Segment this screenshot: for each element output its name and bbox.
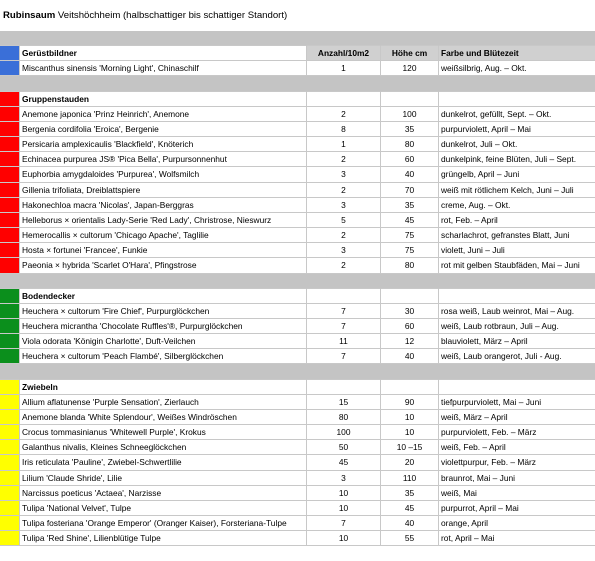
count-cell[interactable]: 2 [307, 107, 381, 122]
count-cell[interactable]: 10 [307, 486, 381, 501]
table-row [0, 334, 595, 349]
height-cell[interactable]: 35 [381, 122, 439, 137]
separator-cell [20, 364, 307, 379]
count-cell[interactable]: 45 [307, 455, 381, 470]
separator-cell [381, 31, 439, 46]
bloom-cell[interactable]: weiß, März – April [439, 410, 595, 425]
separator-cell [381, 274, 439, 289]
bloom-cell[interactable]: violett, Juni – Juli [439, 243, 595, 258]
height-cell[interactable]: 80 [381, 258, 439, 273]
count-cell[interactable]: 100 [307, 425, 381, 440]
row-color-swatch[interactable] [0, 349, 20, 364]
row-color-swatch[interactable] [0, 516, 20, 531]
sheet-title [3, 0, 595, 31]
separator-cell [381, 76, 439, 91]
count-cell[interactable]: 7 [307, 516, 381, 531]
count-cell[interactable]: 7 [307, 349, 381, 364]
group-name[interactable]: Zwiebeln [20, 380, 307, 395]
row-color-swatch[interactable] [0, 107, 20, 122]
empty-cell[interactable] [307, 380, 381, 395]
row-color-swatch[interactable] [0, 425, 20, 440]
count-cell[interactable]: 7 [307, 319, 381, 334]
plant-name-cell[interactable]: Bergenia cordifolia 'Eroica', Bergenie [20, 122, 307, 137]
plant-name-cell[interactable]: Paeonia × hybrida 'Scarlet O'Hara', Pfingstrose [20, 258, 307, 273]
height-cell[interactable]: 45 [381, 501, 439, 516]
empty-cell[interactable] [307, 92, 381, 107]
sheet-title-rest: Veitshöchheim (halbschattiger bis schattiger Standort) [55, 10, 288, 21]
table-row [0, 486, 595, 501]
table-row [0, 198, 595, 213]
table-row [0, 183, 595, 198]
group-header-row [0, 92, 595, 107]
count-cell[interactable]: 3 [307, 243, 381, 258]
row-color-swatch[interactable] [0, 243, 20, 258]
group-header-row [0, 46, 595, 61]
plant-name-cell[interactable]: Tulipa fosteriana 'Orange Emperor' (Oranger Kaiser), Forsteriana-Tulpe [20, 516, 307, 531]
empty-cell[interactable] [439, 92, 595, 107]
row-color-swatch[interactable] [0, 258, 20, 273]
height-cell[interactable]: 100 [381, 107, 439, 122]
plant-name-cell[interactable]: Euphorbia amygdaloides 'Purpurea', Wolfsmilch [20, 167, 307, 182]
height-cell[interactable]: 60 [381, 152, 439, 167]
count-cell[interactable]: 2 [307, 183, 381, 198]
row-color-swatch[interactable] [0, 395, 20, 410]
bloom-cell[interactable]: rot, April – Mai [439, 531, 595, 546]
column-header-bloom[interactable]: Farbe und Blütezeit [439, 46, 595, 61]
table-row [0, 213, 595, 228]
height-cell[interactable]: 20 [381, 455, 439, 470]
table-row [0, 319, 595, 334]
bloom-cell[interactable]: purpurviolett, April – Mai [439, 122, 595, 137]
count-cell[interactable]: 1 [307, 61, 381, 76]
separator-cell [0, 364, 20, 379]
group-header-row [0, 380, 595, 395]
height-cell[interactable]: 110 [381, 471, 439, 486]
group-color-swatch[interactable] [0, 46, 20, 61]
table-row [0, 137, 595, 152]
plant-name-cell[interactable]: Hakonechloa macra 'Nicolas', Japan-Berggras [20, 198, 307, 213]
table-row [0, 410, 595, 425]
count-cell[interactable]: 2 [307, 258, 381, 273]
bloom-cell[interactable]: purpurviolett, Feb. – März [439, 425, 595, 440]
bloom-cell[interactable]: weiß, Laub orangerot, Juli - Aug. [439, 349, 595, 364]
group-color-swatch[interactable] [0, 289, 20, 304]
table-row [0, 455, 595, 470]
plant-name-cell[interactable]: Heuchera micrantha 'Chocolate Ruffles'®, Purpurglöckchen [20, 319, 307, 334]
row-color-swatch[interactable] [0, 137, 20, 152]
row-color-swatch[interactable] [0, 61, 20, 76]
height-cell[interactable]: 10 –15 [381, 440, 439, 455]
plant-name-cell[interactable]: Tulipa 'National Velvet', Tulpe [20, 501, 307, 516]
height-cell[interactable]: 40 [381, 167, 439, 182]
height-cell[interactable]: 35 [381, 198, 439, 213]
count-cell[interactable]: 50 [307, 440, 381, 455]
row-color-swatch[interactable] [0, 410, 20, 425]
bloom-cell[interactable]: weißsilbrig, Aug. – Okt. [439, 61, 595, 76]
plant-name-cell[interactable]: Lilium 'Claude Shride', Lilie [20, 471, 307, 486]
separator-cell [439, 76, 595, 91]
bloom-cell[interactable]: dunkelpink, feine Blüten, Juli – Sept. [439, 152, 595, 167]
row-color-swatch[interactable] [0, 440, 20, 455]
row-color-swatch[interactable] [0, 334, 20, 349]
count-cell[interactable]: 2 [307, 152, 381, 167]
group-name[interactable]: Bodendecker [20, 289, 307, 304]
table-row [0, 152, 595, 167]
separator-cell [439, 274, 595, 289]
group-color-swatch[interactable] [0, 380, 20, 395]
table-row [0, 516, 595, 531]
height-cell[interactable]: 30 [381, 304, 439, 319]
table-row [0, 243, 595, 258]
bloom-cell[interactable]: dunkelrot, gefüllt, Sept. – Okt. [439, 107, 595, 122]
height-cell[interactable]: 55 [381, 531, 439, 546]
row-color-swatch[interactable] [0, 228, 20, 243]
height-cell[interactable]: 75 [381, 243, 439, 258]
empty-cell[interactable] [439, 289, 595, 304]
column-header-height[interactable]: Höhe cm [381, 46, 439, 61]
plant-name-cell[interactable]: Miscanthus sinensis 'Morning Light', Chinaschilf [20, 61, 307, 76]
row-color-swatch[interactable] [0, 152, 20, 167]
separator-cell [20, 76, 307, 91]
bloom-cell[interactable]: scharlachrot, gefranstes Blatt, Juni [439, 228, 595, 243]
separator-row [0, 364, 595, 379]
count-cell[interactable]: 7 [307, 304, 381, 319]
separator-row [0, 76, 595, 91]
empty-cell[interactable] [439, 380, 595, 395]
separator-cell [381, 364, 439, 379]
bloom-cell[interactable]: braunrot, Mai – Juni [439, 471, 595, 486]
height-cell[interactable]: 40 [381, 349, 439, 364]
height-cell[interactable]: 12 [381, 334, 439, 349]
table-row [0, 258, 595, 273]
bloom-cell[interactable]: blauviolett, März – April [439, 334, 595, 349]
height-cell[interactable]: 60 [381, 319, 439, 334]
plant-name-cell[interactable]: Persicaria amplexicaulis 'Blackfield', Knöterich [20, 137, 307, 152]
table-row [0, 440, 595, 455]
count-cell[interactable]: 5 [307, 213, 381, 228]
plant-name-cell[interactable]: Galanthus nivalis, Kleines Schneeglöckchen [20, 440, 307, 455]
count-cell[interactable]: 3 [307, 471, 381, 486]
plant-name-cell[interactable]: Crocus tommasinianus 'Whitewell Purple', Krokus [20, 425, 307, 440]
bloom-cell[interactable]: purpurrot, April – Mai [439, 501, 595, 516]
table-row [0, 531, 595, 546]
count-cell[interactable]: 3 [307, 198, 381, 213]
separator-cell [307, 76, 381, 91]
empty-cell[interactable] [381, 380, 439, 395]
height-cell[interactable]: 10 [381, 425, 439, 440]
bloom-cell[interactable]: tiefpurpurviolett, Mai – Juni [439, 395, 595, 410]
plant-name-cell[interactable]: Helleborus × orientalis Lady-Serie 'Red Lady', Christrose, Nieswurz [20, 213, 307, 228]
group-color-swatch[interactable] [0, 92, 20, 107]
height-cell[interactable]: 120 [381, 61, 439, 76]
height-cell[interactable]: 75 [381, 228, 439, 243]
row-color-swatch[interactable] [0, 486, 20, 501]
height-cell[interactable]: 45 [381, 213, 439, 228]
plant-name-cell[interactable]: Heuchera × cultorum 'Peach Flambé', Silberglöckchen [20, 349, 307, 364]
plant-name-cell[interactable]: Narcissus poeticus 'Actaea', Narzisse [20, 486, 307, 501]
plant-name-cell[interactable]: Iris reticulata 'Pauline', Zwiebel-Schwertlilie [20, 455, 307, 470]
row-color-swatch[interactable] [0, 167, 20, 182]
count-cell[interactable]: 80 [307, 410, 381, 425]
column-header-count[interactable]: Anzahl/10m2 [307, 46, 381, 61]
count-cell[interactable]: 2 [307, 228, 381, 243]
table-row [0, 304, 595, 319]
separator-cell [439, 31, 595, 46]
group-name[interactable]: Gruppenstauden [20, 92, 307, 107]
row-color-swatch[interactable] [0, 319, 20, 334]
count-cell[interactable]: 3 [307, 167, 381, 182]
bloom-cell[interactable]: rot mit gelben Staubfäden, Mai – Juni [439, 258, 595, 273]
row-color-swatch[interactable] [0, 213, 20, 228]
height-cell[interactable]: 35 [381, 486, 439, 501]
empty-cell[interactable] [381, 289, 439, 304]
plant-name-cell[interactable]: Allium aflatunense 'Purple Sensation', Zierlauch [20, 395, 307, 410]
table-row [0, 228, 595, 243]
separator-cell [0, 31, 20, 46]
plant-name-cell[interactable]: Hosta × fortunei 'Francee', Funkie [20, 243, 307, 258]
row-color-swatch[interactable] [0, 531, 20, 546]
bloom-cell[interactable]: rosa weiß, Laub weinrot, Mai – Aug. [439, 304, 595, 319]
plant-name-cell[interactable]: Hemerocallis × cultorum 'Chicago Apache', Taglilie [20, 228, 307, 243]
bloom-cell[interactable]: creme, Aug. – Okt. [439, 198, 595, 213]
count-cell[interactable]: 10 [307, 501, 381, 516]
separator-cell [439, 364, 595, 379]
bloom-cell[interactable]: weiß mit rötlichem Kelch, Juni – Juli [439, 183, 595, 198]
group-header-row [0, 289, 595, 304]
group-name[interactable]: Gerüstbildner [20, 46, 307, 61]
height-cell[interactable]: 40 [381, 516, 439, 531]
plant-name-cell[interactable]: Anemone japonica 'Prinz Heinrich', Anemone [20, 107, 307, 122]
count-cell[interactable]: 1 [307, 137, 381, 152]
bloom-cell[interactable]: rot, Feb. – April [439, 213, 595, 228]
row-color-swatch[interactable] [0, 501, 20, 516]
bloom-cell[interactable]: orange, April [439, 516, 595, 531]
table-row [0, 349, 595, 364]
separator-cell [307, 364, 381, 379]
plant-name-cell[interactable]: Tulipa 'Red Shine', Lilienblütige Tulpe [20, 531, 307, 546]
plant-name-cell[interactable]: Echinacea purpurea JS® 'Pica Bella', Purpursonnenhut [20, 152, 307, 167]
separator-cell [20, 31, 307, 46]
table-row [0, 501, 595, 516]
table-row [0, 107, 595, 122]
count-cell[interactable]: 15 [307, 395, 381, 410]
bloom-cell[interactable]: violettpurpur, Feb. – März [439, 455, 595, 470]
bloom-cell[interactable]: dunkelrot, Juli – Okt. [439, 137, 595, 152]
row-color-swatch[interactable] [0, 471, 20, 486]
row-color-swatch[interactable] [0, 455, 20, 470]
separator-cell [20, 274, 307, 289]
bloom-cell[interactable]: grüngelb, April – Juni [439, 167, 595, 182]
sheet-title-bold: Rubinsaum [3, 10, 56, 21]
plant-name-cell[interactable]: Gillenia trifoliata, Dreiblattspiere [20, 183, 307, 198]
plant-name-cell[interactable]: Heuchera × cultorum 'Fire Chief', Purpurglöckchen [20, 304, 307, 319]
plant-name-cell[interactable]: Viola odorata 'Königin Charlotte', Duft-Veilchen [20, 334, 307, 349]
empty-cell[interactable] [307, 289, 381, 304]
separator-row [0, 274, 595, 289]
row-color-swatch[interactable] [0, 183, 20, 198]
height-cell[interactable]: 10 [381, 410, 439, 425]
separator-cell [0, 274, 20, 289]
row-color-swatch[interactable] [0, 304, 20, 319]
row-color-swatch[interactable] [0, 122, 20, 137]
table-row [0, 425, 595, 440]
height-cell[interactable]: 70 [381, 183, 439, 198]
table-row [0, 471, 595, 486]
table-row [0, 167, 595, 182]
empty-cell[interactable] [381, 92, 439, 107]
table-row [0, 61, 595, 76]
bloom-cell[interactable]: weiß, Feb. – April [439, 440, 595, 455]
count-cell[interactable]: 11 [307, 334, 381, 349]
separator-cell [0, 76, 20, 91]
count-cell[interactable]: 8 [307, 122, 381, 137]
plant-name-cell[interactable]: Anemone blanda 'White Splendour', Weißes Windröschen [20, 410, 307, 425]
table-row [0, 122, 595, 137]
row-color-swatch[interactable] [0, 198, 20, 213]
height-cell[interactable]: 90 [381, 395, 439, 410]
separator-cell [307, 31, 381, 46]
separator-cell [307, 274, 381, 289]
table-row [0, 395, 595, 410]
separator-row [0, 31, 595, 46]
bloom-cell[interactable]: weiß, Laub rotbraun, Juli – Aug. [439, 319, 595, 334]
bloom-cell[interactable]: weiß, Mai [439, 486, 595, 501]
plant-table [0, 31, 595, 546]
height-cell[interactable]: 80 [381, 137, 439, 152]
count-cell[interactable]: 10 [307, 531, 381, 546]
